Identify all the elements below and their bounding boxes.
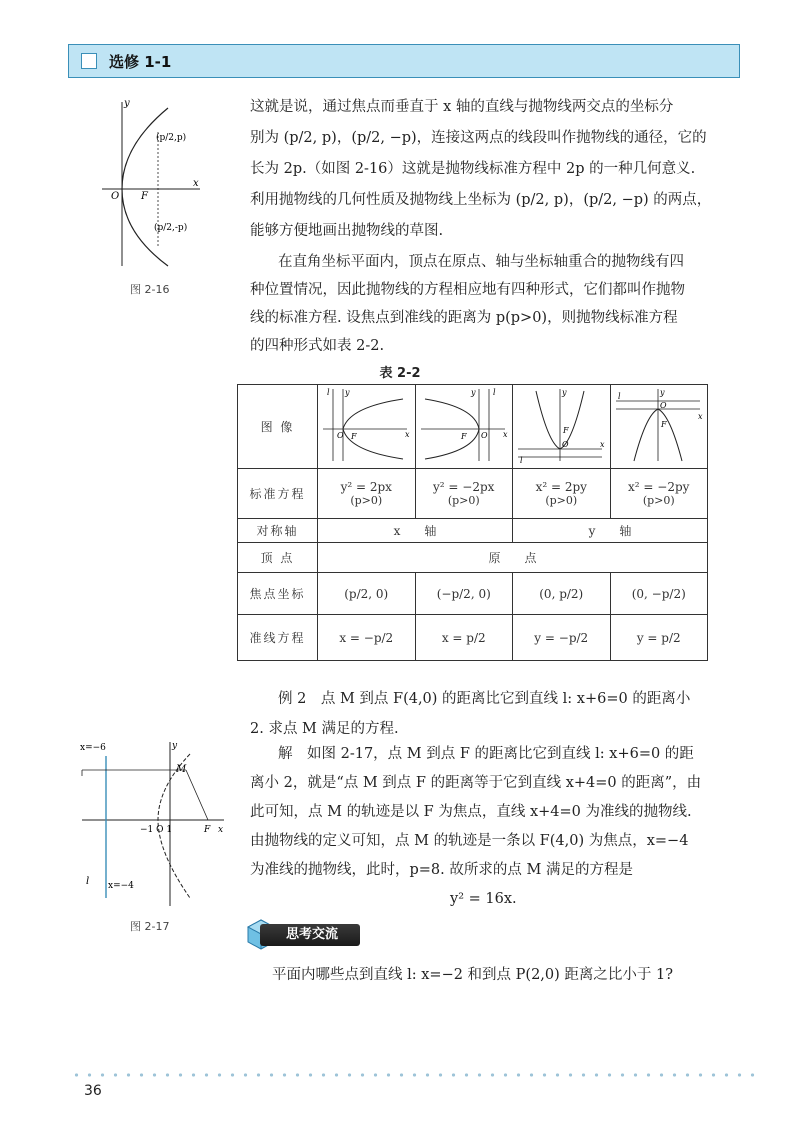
focus-cell: (0, −p/2) xyxy=(610,573,708,615)
solution-line: 此可知，点 M 的轨迹是以 F 为焦点，直线 x+4=0 为准线的抛物线. xyxy=(250,804,692,820)
para2-line: 种位置情况，因此抛物线的方程相应地有四种形式，它们都叫作抛物 xyxy=(250,282,685,298)
solution-result: y² = 16x. xyxy=(450,891,517,907)
table-row-axis xyxy=(238,519,708,543)
focus-cell: (p/2, 0) xyxy=(318,573,416,615)
graph4-o: O xyxy=(659,401,667,410)
fig217-x-label: x xyxy=(218,825,224,835)
solution-line: 解 如图 2-17，点 M 到点 F 的距离比它到直线 l: x+6=0 的距 xyxy=(278,746,694,762)
fig217-x6-label: x=−6 xyxy=(80,743,106,753)
table-row-directrix xyxy=(238,615,708,661)
graph3-l: l xyxy=(520,456,523,465)
row-label-graph: 图 像 xyxy=(238,385,318,469)
graph-up-opening xyxy=(514,385,608,465)
equation: y² = 2px xyxy=(340,480,392,494)
table-row-graph xyxy=(238,385,708,469)
chapter-title: 选修 1-1 xyxy=(109,52,172,71)
row-label-directrix: 准线方程 xyxy=(238,615,318,661)
graph4-x: x xyxy=(697,412,703,421)
para2-line: 线的标准方程. 设焦点到准线的距离为 p(p>0)，则抛物线标准方程 xyxy=(250,310,678,326)
graph-left-opening xyxy=(417,385,511,465)
condition: (p>0) xyxy=(545,494,578,507)
graph1-f: F xyxy=(351,432,357,441)
directrix-cell: x = p/2 xyxy=(415,615,513,661)
solution-line: 为准线的抛物线，此时，p=8. 故所求的点 M 满足的方程是 xyxy=(250,862,633,878)
fig217-y-label: y xyxy=(172,741,178,751)
equation: x² = 2py xyxy=(535,480,587,494)
graph-cell-right-opening xyxy=(318,385,416,469)
graph1-y: y xyxy=(345,388,350,397)
graph4-y: y xyxy=(659,388,665,397)
fig216-x-label: x xyxy=(193,178,199,189)
chapter-header xyxy=(68,44,740,78)
para2-line: 的四种形式如表 2-2. xyxy=(250,338,385,354)
graph-down-opening xyxy=(612,385,706,465)
graph2-o: O xyxy=(480,431,488,440)
page-number: 36 xyxy=(84,1083,102,1099)
graph2-x: x xyxy=(502,430,508,439)
focus-cell: (−p/2, 0) xyxy=(415,573,513,615)
vertex-cell: 原 点 xyxy=(318,543,708,573)
condition: (p>0) xyxy=(447,494,480,507)
example-2 xyxy=(250,684,730,744)
equation: x² = −2py xyxy=(628,480,690,494)
graph-cell-up-opening xyxy=(513,385,611,469)
directrix-cell: x = −p/2 xyxy=(318,615,416,661)
graph3-f: F xyxy=(563,426,569,435)
para2-line: 在直角坐标平面内，顶点在原点、轴与坐标轴重合的抛物线有四 xyxy=(278,254,684,270)
figure-2-16 xyxy=(96,96,206,271)
fig217-x4-label: x=−4 xyxy=(108,881,134,891)
parabola-standard-forms-table xyxy=(237,384,708,661)
figure-2-17 xyxy=(78,738,228,908)
fig216-point-lower: (p/2,-p) xyxy=(154,223,188,233)
solution-line: 离小 2，就是“点 M 到点 F 的距离等于它到直线 x+4=0 的距离”，由 xyxy=(250,775,702,791)
directrix-cell: y = p/2 xyxy=(610,615,708,661)
example-line: 2. 求点 M 满足的方程. xyxy=(250,721,399,737)
equation-cell xyxy=(513,469,611,519)
graph1-x: x xyxy=(405,430,410,439)
equation-cell xyxy=(415,469,513,519)
graph-right-opening xyxy=(319,385,413,465)
fig216-y-label: y xyxy=(124,98,130,109)
graph4-l: l xyxy=(617,392,621,401)
intro-line: 这就是说，通过焦点而垂直于 x 轴的直线与抛物线两交点的坐标分 xyxy=(250,99,674,115)
fig217-l-label: l xyxy=(86,876,90,887)
graph-cell-left-opening xyxy=(415,385,513,469)
graph2-l: l xyxy=(492,388,496,397)
graph3-y: y xyxy=(562,388,567,397)
intro-line: 别为 (p/2, p)，(p/2, −p)，连接这两点的线段叫作抛物线的通径，它的 xyxy=(250,130,707,146)
row-label-focus: 焦点坐标 xyxy=(238,573,318,615)
equation: y² = −2px xyxy=(433,480,495,494)
fig217-m-label: M xyxy=(176,764,187,775)
graph2-y: y xyxy=(470,388,476,397)
graph-cell-down-opening xyxy=(610,385,708,469)
graph3-o: O xyxy=(562,440,569,449)
condition: (p>0) xyxy=(350,494,383,507)
example-line: 例 2 点 M 到点 F(4,0) 的距离比它到直线 l: x+6=0 的距离小 xyxy=(278,691,691,707)
fig216-point-upper: (p/2,p) xyxy=(156,133,187,143)
graph3-x: x xyxy=(600,440,605,449)
intro-line: 长为 2p.（如图 2-16）这就是抛物线标准方程中 2p 的一种几何意义. xyxy=(250,161,696,177)
table-row-equation xyxy=(238,469,708,519)
intro-line: 能够方便地画出抛物线的草图. xyxy=(250,223,444,239)
think-question: 平面内哪些点到直线 l: x=−2 和到点 P(2,0) 距离之比小于 1? xyxy=(272,967,674,983)
table-row-focus xyxy=(238,573,708,615)
think-discuss-banner xyxy=(242,918,360,950)
intro-line: 利用抛物线的几何性质及抛物线上坐标为 (p/2, p)，(p/2, −p) 的两点， xyxy=(250,192,712,208)
standard-forms-paragraph xyxy=(250,248,730,360)
fig216-focus-label: F xyxy=(141,191,148,202)
header-square-icon xyxy=(81,53,97,69)
intro-paragraph xyxy=(250,92,730,247)
figure-2-16-caption: 图 2-16 xyxy=(130,283,170,296)
axis-x-cell: x 轴 xyxy=(318,519,513,543)
directrix-cell: y = −p/2 xyxy=(513,615,611,661)
think-discuss-label: 思考交流 xyxy=(260,924,360,946)
solution-line: 由抛物线的定义可知，点 M 的轨迹是一条以 F(4,0) 为焦点，x=−4 xyxy=(250,833,689,849)
graph4-f: F xyxy=(660,420,667,429)
table-title: 表 2-2 xyxy=(379,366,421,381)
row-label-equation: 标准方程 xyxy=(238,469,318,519)
condition: (p>0) xyxy=(642,494,675,507)
solution xyxy=(250,740,730,914)
graph1-o: O xyxy=(337,431,344,440)
row-label-axis: 对称轴 xyxy=(238,519,318,543)
equation-cell xyxy=(318,469,416,519)
equation-cell xyxy=(610,469,708,519)
table-row-vertex xyxy=(238,543,708,573)
row-label-vertex: 顶 点 xyxy=(238,543,318,573)
focus-cell: (0, p/2) xyxy=(513,573,611,615)
fig217-ticks: −1 O 1 xyxy=(140,825,173,835)
axis-y-cell: y 轴 xyxy=(513,519,708,543)
fig216-origin-label: O xyxy=(111,191,120,202)
graph2-f: F xyxy=(460,432,467,441)
fig217-f-label: F xyxy=(204,825,211,835)
footer-dotted-rule xyxy=(70,1073,760,1077)
graph1-l: l xyxy=(327,388,330,397)
figure-2-17-caption: 图 2-17 xyxy=(130,920,170,933)
